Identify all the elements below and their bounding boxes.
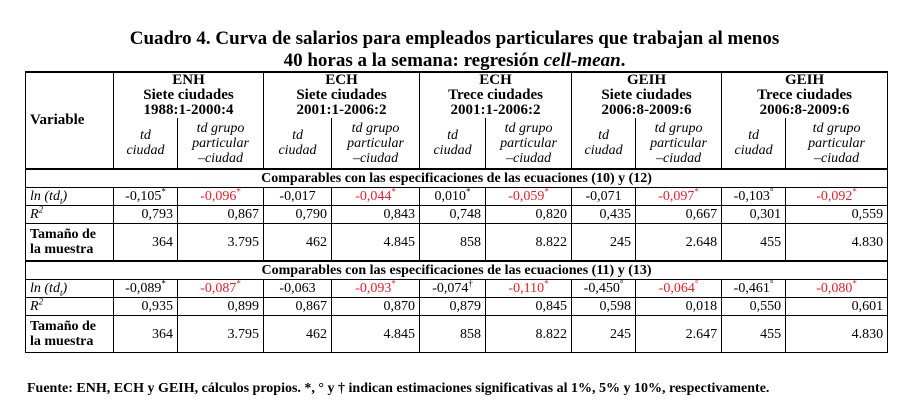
ln-label xyxy=(26,188,114,206)
ln-value-cell xyxy=(572,280,636,298)
subheader-line: –ciudad xyxy=(656,150,702,166)
ln-value: -0,103 xyxy=(733,189,770,204)
sample-size-value: 364 xyxy=(114,224,178,262)
sample-size-value: 3.795 xyxy=(178,224,264,262)
significance-mark: ° xyxy=(694,278,699,289)
ln-value-cell xyxy=(332,188,420,206)
sample-size-value: 462 xyxy=(264,316,332,353)
r2-value: 0,018 xyxy=(636,298,722,316)
ln-value-cell xyxy=(420,188,486,206)
sample-size-value: 462 xyxy=(264,224,332,262)
sample-size-value: 8.822 xyxy=(486,224,572,262)
subheader-line: td xyxy=(140,128,151,143)
ln-label-close: ) xyxy=(62,281,68,296)
r2-value: 0,820 xyxy=(486,206,572,224)
r2-value: 0,601 xyxy=(786,298,888,316)
group-header-period: 2001:1-2006:2 xyxy=(296,102,387,118)
variable-header: Variable xyxy=(26,72,114,169)
subheader-line: ciudad xyxy=(433,143,472,158)
title-line-2-suffix: . xyxy=(620,50,626,71)
section-title-row xyxy=(26,261,888,280)
r2-label xyxy=(26,298,114,316)
group-header-cities: Siete ciudades xyxy=(601,87,692,103)
r2-label-superscript: 2 xyxy=(38,204,44,215)
subheader-td-ciudad xyxy=(264,118,332,169)
sample-size-label-line-2: la muestra xyxy=(30,242,94,257)
significance-mark: † xyxy=(468,278,473,289)
subheader-line: td grupo xyxy=(654,120,703,136)
subheader-td-grupo xyxy=(178,118,264,169)
ln-value-cell xyxy=(420,280,486,298)
ln-row xyxy=(26,188,888,206)
significance-mark: ° xyxy=(619,278,624,289)
r2-value: 0,935 xyxy=(114,298,178,316)
subheader-td-ciudad xyxy=(722,118,786,169)
sample-size-value: 3.795 xyxy=(178,316,264,353)
ln-value-cell xyxy=(722,188,786,206)
ln-value-cell xyxy=(264,280,332,298)
r2-value: 0,435 xyxy=(572,206,636,224)
ln-label-close: ) xyxy=(62,189,68,204)
r2-label xyxy=(26,206,114,224)
sample-size-label xyxy=(26,224,114,262)
sample-size-value: 245 xyxy=(572,224,636,262)
subheader-line: ciudad xyxy=(126,143,165,158)
significance-mark: * xyxy=(236,186,241,197)
sample-size-value: 455 xyxy=(722,224,786,262)
subheader-line: particular xyxy=(650,135,707,151)
ln-value: -0,461 xyxy=(733,281,770,296)
subheader-td-ciudad xyxy=(114,118,178,169)
group-header-period: 2001:1-2006:2 xyxy=(450,102,541,118)
group-header-period: 2006:8-2009:6 xyxy=(601,102,692,118)
ln-value: -0,017 xyxy=(279,189,316,204)
ln-value-cell xyxy=(786,280,888,298)
ln-value-cell xyxy=(178,188,264,206)
title-line-2-italic: cell-mean xyxy=(543,50,621,71)
ln-value: -0,080 xyxy=(816,281,853,296)
sample-size-value: 858 xyxy=(420,224,486,262)
significance-mark: * xyxy=(852,186,857,197)
subheader-td-ciudad xyxy=(420,118,486,169)
ln-value-cell xyxy=(636,188,722,206)
ln-label-subscript: t xyxy=(59,195,63,206)
r2-value: 0,301 xyxy=(722,206,786,224)
group-header-cities: Siete ciudades xyxy=(143,87,234,103)
significance-mark: ° xyxy=(769,186,774,197)
sample-size-value: 2.647 xyxy=(636,316,722,353)
ln-value-cell xyxy=(636,280,722,298)
r2-value: 0,598 xyxy=(572,298,636,316)
subheader-line: particular xyxy=(192,135,249,151)
ln-value-cell xyxy=(114,280,178,298)
group-header xyxy=(264,72,420,118)
subheader-line: –ciudad xyxy=(197,150,244,166)
subheader-line: ciudad xyxy=(734,143,773,158)
subheader-line: ciudad xyxy=(278,143,317,158)
group-header xyxy=(420,72,572,118)
subheader-line: td grupo xyxy=(196,120,245,136)
r2-value: 0,793 xyxy=(114,206,178,224)
ln-value-cell xyxy=(264,188,332,206)
ln-value: -0,044 xyxy=(355,189,392,204)
group-header xyxy=(572,72,722,118)
ln-label-subscript: t xyxy=(59,287,63,298)
subheader-line: particular xyxy=(347,135,404,151)
section-title-row xyxy=(26,169,888,188)
ln-value-cell xyxy=(486,280,572,298)
group-header-survey: GEIH xyxy=(784,72,825,88)
r2-value: 0,899 xyxy=(178,298,264,316)
r2-value: 0,790 xyxy=(264,206,332,224)
sample-size-value: 8.822 xyxy=(486,316,572,353)
subheader-line: ciudad xyxy=(584,143,623,158)
ln-label-text: ln (td xyxy=(30,189,60,204)
group-header-cities: Trece ciudades xyxy=(757,87,852,103)
ln-value: -0,087 xyxy=(200,281,237,296)
r2-row xyxy=(26,298,888,316)
significance-mark: ° xyxy=(769,278,774,289)
sample-size-row xyxy=(26,224,888,262)
ln-value: -0,074 xyxy=(432,281,469,296)
subheader-line: td grupo xyxy=(812,120,861,136)
subheader-line: td grupo xyxy=(504,120,553,136)
group-header-survey: GEIH xyxy=(626,72,667,88)
subheader-td-ciudad xyxy=(572,118,636,169)
r2-row xyxy=(26,206,888,224)
significance-mark: * xyxy=(391,278,396,289)
ln-value: -0,064 xyxy=(658,281,695,296)
subheader-line: –ciudad xyxy=(505,150,552,166)
subheader-td-grupo xyxy=(486,118,572,169)
subheader-line: td grupo xyxy=(351,120,400,136)
r2-label-text: R xyxy=(30,207,39,222)
r2-value: 0,879 xyxy=(420,298,486,316)
sample-size-value: 4.845 xyxy=(332,316,420,353)
subheader-row xyxy=(26,118,888,169)
sample-size-label xyxy=(26,316,114,353)
subheader-line: td xyxy=(598,128,609,143)
title-line-2-prefix: 40 horas a la semana: regresión xyxy=(283,50,544,71)
section-title: Comparables con las especificaciones de las ecuaciones (10) y (12) xyxy=(26,169,888,188)
significance-mark: * xyxy=(391,186,396,197)
sample-size-value: 364 xyxy=(114,316,178,353)
table-title xyxy=(0,28,909,72)
group-header xyxy=(722,72,888,118)
ln-value: -0,110 xyxy=(508,281,545,296)
group-header xyxy=(114,72,264,118)
significance-mark: * xyxy=(544,186,549,197)
r2-value: 0,845 xyxy=(486,298,572,316)
sample-size-value: 2.648 xyxy=(636,224,722,262)
subheader-line: td xyxy=(292,128,303,143)
group-header-row xyxy=(26,72,888,118)
ln-value: -0,097 xyxy=(658,189,695,204)
results-table xyxy=(25,71,888,353)
subheader-line: –ciudad xyxy=(814,150,860,166)
r2-value: 0,748 xyxy=(420,206,486,224)
sample-size-value: 4.845 xyxy=(332,224,420,262)
significance-mark: * xyxy=(694,186,699,197)
sample-size-value: 245 xyxy=(572,316,636,353)
ln-value-cell xyxy=(786,188,888,206)
r2-value: 0,559 xyxy=(786,206,888,224)
group-header-period: 1988:1-2000:4 xyxy=(143,102,234,118)
r2-label-text: R xyxy=(30,299,39,314)
source-note: Fuente: ENH, ECH y GEIH, cálculos propios. *, ° y † indican estimaciones significativas al 1%, 5% y 10%, respectivamente. xyxy=(27,381,770,396)
title-line-2 xyxy=(0,50,909,72)
sample-size-value: 4.830 xyxy=(786,316,888,353)
subheader-td-grupo xyxy=(636,118,722,169)
r2-value: 0,867 xyxy=(178,206,264,224)
ln-value: -0,089 xyxy=(125,281,162,296)
section-title: Comparables con las especificaciones de las ecuaciones (11) y (13) xyxy=(26,261,888,280)
group-header-period: 2006:8-2009:6 xyxy=(759,102,850,118)
ln-value-cell xyxy=(486,188,572,206)
sample-size-value: 4.830 xyxy=(786,224,888,262)
group-header-cities: Trece ciudades xyxy=(448,87,543,103)
r2-label-superscript: 2 xyxy=(38,296,44,307)
ln-value: -0,071 xyxy=(585,189,622,204)
r2-value: 0,870 xyxy=(332,298,420,316)
subheader-td-grupo xyxy=(786,118,888,169)
r2-value: 0,867 xyxy=(264,298,332,316)
ln-value: -0,105 xyxy=(125,189,162,204)
ln-value: 0,010 xyxy=(434,189,467,204)
sample-size-value: 858 xyxy=(420,316,486,353)
ln-row xyxy=(26,280,888,298)
ln-value: -0,093 xyxy=(355,281,392,296)
ln-label xyxy=(26,280,114,298)
significance-mark: * xyxy=(466,186,471,197)
subheader-td-grupo xyxy=(332,118,420,169)
ln-value: -0,063 xyxy=(279,281,316,296)
subheader-line: particular xyxy=(808,135,865,151)
group-header-cities: Siete ciudades xyxy=(296,87,387,103)
sample-size-value: 455 xyxy=(722,316,786,353)
table-body xyxy=(26,169,888,353)
significance-mark: * xyxy=(236,278,241,289)
sample-size-label-line-2: la muestra xyxy=(30,334,94,349)
ln-value: -0,450 xyxy=(583,281,620,296)
subheader-line: –ciudad xyxy=(352,150,399,166)
ln-value: -0,096 xyxy=(200,189,237,204)
sample-size-row xyxy=(26,316,888,353)
significance-mark: * xyxy=(161,278,166,289)
subheader-line: td xyxy=(748,128,759,143)
significance-mark: * xyxy=(852,278,857,289)
ln-value: -0,059 xyxy=(508,189,545,204)
r2-value: 0,550 xyxy=(722,298,786,316)
significance-mark: * xyxy=(544,278,549,289)
ln-value-cell xyxy=(178,280,264,298)
subheader-line: particular xyxy=(500,135,557,151)
ln-value-cell xyxy=(114,188,178,206)
sample-size-label-line-1: Tamaño de xyxy=(30,319,97,334)
r2-value: 0,843 xyxy=(332,206,420,224)
subheader-line: td xyxy=(447,128,458,143)
title-line-1: Cuadro 4. Curva de salarios para empleados particulares que trabajan al menos xyxy=(129,28,780,49)
group-header-survey: ENH xyxy=(172,72,205,88)
group-header-survey: ECH xyxy=(479,72,512,88)
ln-value-cell xyxy=(722,280,786,298)
r2-value: 0,667 xyxy=(636,206,722,224)
group-header-survey: ECH xyxy=(325,72,358,88)
ln-value-cell xyxy=(332,280,420,298)
ln-value-cell xyxy=(572,188,636,206)
sample-size-label-line-1: Tamaño de xyxy=(30,227,97,242)
ln-value: -0,092 xyxy=(816,189,853,204)
ln-label-text: ln (td xyxy=(30,281,60,296)
significance-mark: * xyxy=(161,186,166,197)
